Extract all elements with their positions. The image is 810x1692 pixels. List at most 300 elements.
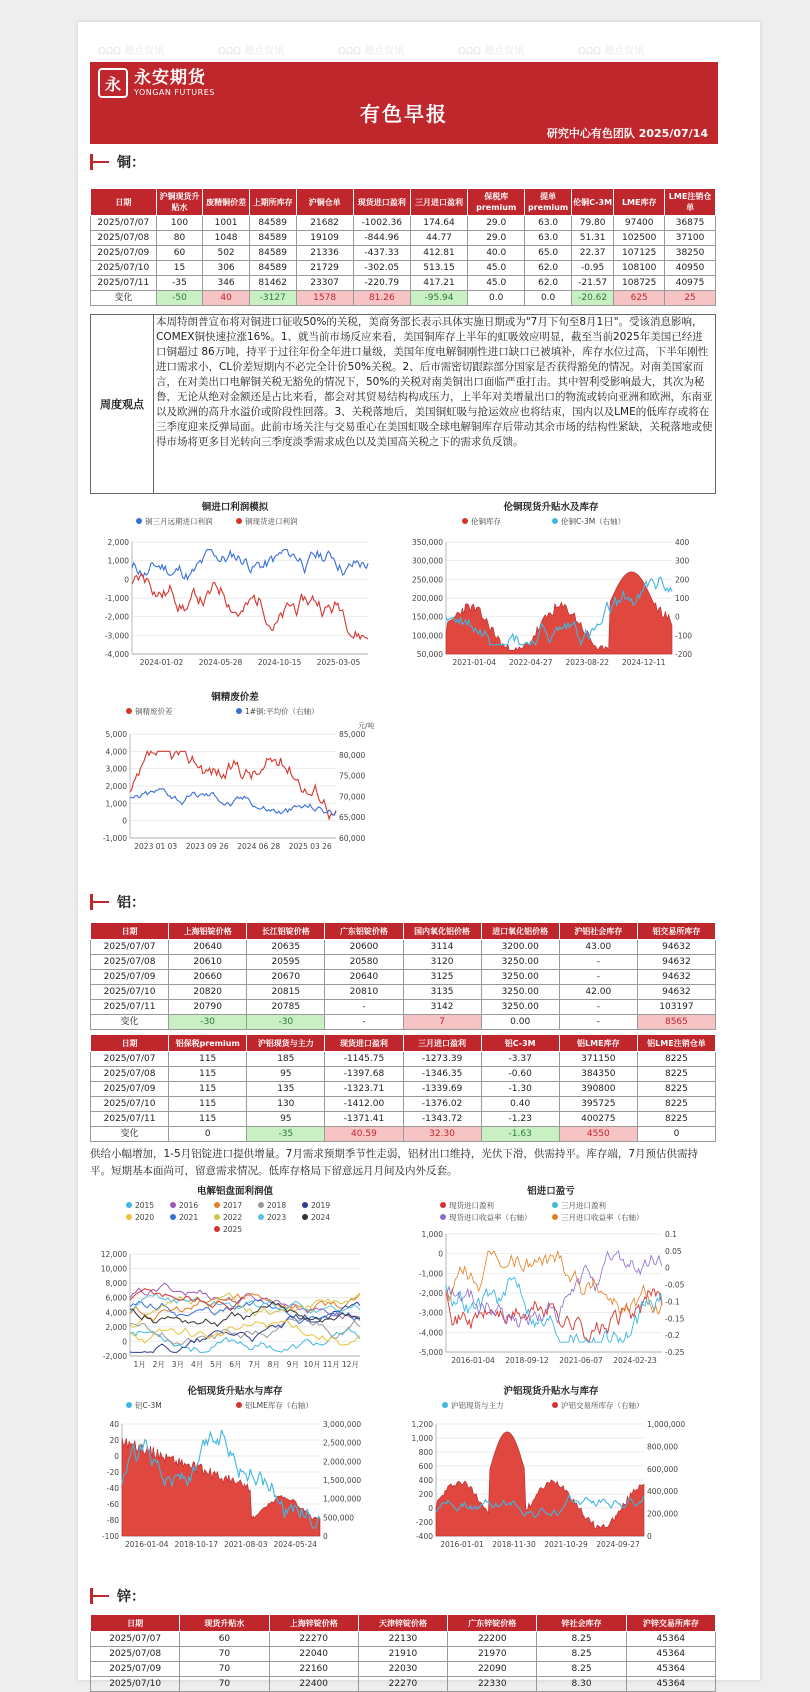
table-header: 沪铜现货升贴水 — [156, 189, 203, 216]
x-tick-label: 11月 — [322, 1360, 340, 1369]
legend-marker — [440, 1202, 446, 1208]
table-cell: 8.25 — [537, 1647, 626, 1662]
y2-tick-label: 500,000 — [323, 1513, 355, 1523]
table-cell: 22270 — [358, 1677, 447, 1692]
table-cell: 94632 — [637, 970, 715, 985]
x-tick-label: 2022-04-27 — [508, 658, 553, 667]
copper-price-line — [130, 789, 336, 816]
y-tick-label: 6,000 — [105, 1293, 127, 1303]
table-cell: 8225 — [637, 1067, 715, 1082]
legend-marker — [552, 518, 558, 524]
table-cell: 45364 — [626, 1677, 715, 1692]
table-cell: 3250.00 — [481, 970, 559, 985]
chart-title: 伦铝现货升贴水与库存 — [187, 1386, 283, 1397]
table-cell: 94632 — [637, 955, 715, 970]
legend-label: 铝LME库存（右轴） — [245, 1401, 313, 1410]
x-tick-label: 7月 — [248, 1360, 261, 1369]
table-cell: 174.64 — [410, 216, 467, 231]
table-row — [91, 1112, 716, 1127]
spot-profit-line — [446, 1289, 662, 1342]
report-page: ΩΩΩ 源点资讯 ΩΩΩ 源点资讯 ΩΩΩ 源点资讯 ΩΩΩ 源点资讯 ΩΩΩ 源点资讯 永 永安期货 YONGAN FUTURES 有色早报 研究中心有色团队 2025/07/14 铜： 日期 沪铜现货升贴水 废精铜价差 上期所库存 沪铜仓单 现货进口盈利 三月进口盈利 保税库premium 提单premium 伦铜C-3M LME库存 LME注销仓单 2025/07/07 100 1001 84589 21682 -1002.36 174.64 29.0 63.0 79.80 97400 36875 2025/07/08 80 1048 84589 19109 -844.96 44.77 29.0 63.0 51.31 102500 37100 2025/07/09 60 502 84589 21336 -437.33 412.81 40.0 65.0 22.37 107125 38250 2025/07/10 15 306 84589 21729 -302.05 513.15 45.0 62.0 -0.95 108100 40950 2025/07/11 -35 346 81462 23307 -220.79 417.21 45.0 62.0 -21.57 108725 40975 变化 -50 40 -3127 1578 81.26 -95.94 0.0 0.0 -20.62 625 25 周度观点 本周特朗普宣布将对铜进口征收50%的关税，美商务部长表示具体实施日期或为"7月下旬至8月1日"。受该消息影响， COMEX铜快速拉涨16%。1、就当前市场反应来看，美国铜库存上半年的虹吸效应明显，截至当前2025年美国已经进口铜超过 86万吨，持平于过往年份全年进口量级，美国年度电解铜刚性进口缺口已被填补，库存水位过高，下半年刚性进口需求小，CL价差短期内不必完全计价50%关税。2、后市需密切跟踪部分国家是否获得豁免的情况。对南美国家而言，在对美出口电解铜关税无豁免的情况下，50%的关税对南美铜出口面临严重打击。其中智利受影响最大，其次为秘鲁，无论从绝对金额还是占比来看，都会对其贸易结构构成压力，上半年对美增量出口的物流或转向亚洲和欧洲，东南亚以及欧洲的高升水溢价或阶段性回落。3、关税落地后，美国铜虹吸与抢运效应也将结束，国内以及LME的低库存或将在三季度迎来反弹局面。此前市场关注与交易重心在美国虹吸全球电解铜库存后带动其余市场的结构性紧缺，关税落地或使得市场将更多目光转向三季度淡季需求成色以及美国高关税之下的需求负反馈。 铜进口利润模拟 铜三月远期进口利润 铜现货进口利润 2,000 1,000 0 -1,000 -2,000 -3,000 -4,000 2024-01-02 2024-05-28 2024-10-15 2025-03-05 伦铜现货升贴水及库存 伦铜库存 伦铜C-3M（右轴） 350,000 300,000 250,000 200,000 150,000 100,000 50,000 400 300 200 100 0 -100 -200 2021-01-04 2022-04-27 2023-08-22 2024-12-11 铜精废价差 铜精废价差 1#铜:平均价（右轴） 元/吨 5,000 4,000 3,000 2,000 1,000 0 -1,000 85,000 80,000 75,000 70,000 65,000 60,000 2023 01 03 2023 09 26 2024 06 28 2025 03 26 铝： 日期 上海铝锭价格 长江铝锭价格 广东铝锭价格 国内氧化铝价格 进口氧化铝价格 沪铝社会库存 铝交易所库存 2025/07/07 20640 20635 20600 3114 3200.00 43.00 94632 2025/07/08 20610 20595 20580 3120 3250.00 - 94632 2025/07/09 20660 20670 20640 3125 3250.00 - 94632 2025/07/10 20820 20815 20810 3135 3250.00 42.00 94632 2025/07/11 20790 20785 - 3142 3250.00 - 103197 变化 -30 -30 - 7 0.00 - 8565 日期 铝保税premium 沪铝现货与主力 现货进口盈利 三月进口盈利 铝C-3M 铝LME库存 铝LME注销仓单 2025/07/07 115 185 -1145.75 -1273.39 -3.37 371150 8225 2025/07/08 115 95 -1397.68 -1346.35 -0.60 384350 8225 2025/07/09 115 135 -1323.71 -1339.69 -1.30 390800 8225 2025/07/10 115 130 -1412.00 -1376.02 0.40 395725 8225 2025/07/11 115 95 -1371.41 -1343.72 -1.23 400275 8225 变化 0 -35 40.59 32.30 -1.63 4550 0 供给小幅增加，1-5月铝锭进口提供增量。7月需求预期季节性走弱，铝材出口维持，光伏下滑，供需持平。库存端，7月预估供需持平。短期基本面尚可，留意需求情况。低库存格局下留意远月月间及内外反套。 电解铝盘面利润值 2015 2016 2017 2018 2019 2020 2021 2022 2023 2024 2025 12,000 10,000 8,000 6,000 4,000 2,000 0 -2,000 1月 2月 3月 4月 5月 6月 7月 8月 9月 10月 11月 12月 铝进口盈亏 现货进口盈利 三月进口盈利 现货进口收益率（右轴） 三月进口收益率（右轴） 1,000 0 -1,000 -2,000 -3,000 -4,000 -5,000 0.1 0.05 0 -0.05 -0.1 -0.15 -0.2 -0.25 2016-01-04 2018-09-12 2021-06-07 2024-02-23 伦铝现货升贴水与库存 铝C-3M 铝LME库存（右轴） 40 20 0 -20 -40 -60 -80 -100 3,000,000 2,500,000 2,000,000 1,500,000 1,000,000 500,000 0 2016-01-04 2018-10-17 2021-08-03 2024-05-24 沪铝现货升贴水与库存 沪铝现货与主力 沪铝交易所库存（右轴） 1,200 1,000 800 600 400 200 0 -200 -400 1,000,000 800,000 600,000 400,000 200,000 0 2016-01-01 2018-11-30 2021-10-29 2024-09-27 锌： 日期 现货升贴水 上海锌锭价格 天津锌锭价格 广东锌锭价格 锌社会库存 沪锌交易所库存 2025/07/07 60 22270 22130 22200 8.25 45364 2025/07/08 70 22040 21910 21970 8.25 45364 2025/07/09 70 22160 22030 22090 8.25 45364 2025/07/10 70 22400 22270 22330 8.30 45364 — [78, 22, 760, 1680]
table-cell: 400275 — [559, 1112, 637, 1127]
change-cell: 40 — [203, 291, 250, 306]
y-tick-label: -5,000 — [418, 1348, 443, 1357]
table-cell: 0.40 — [481, 1097, 559, 1112]
change-cell: -35 — [247, 1127, 325, 1142]
y2-tick-label: 65,000 — [339, 813, 366, 823]
table-cell: - — [559, 970, 637, 985]
table-cell: 20635 — [247, 940, 325, 955]
y-tick-label: 100,000 — [411, 631, 443, 641]
legend-marker — [258, 1214, 264, 1220]
y-tick-label: 0 — [428, 1504, 433, 1513]
x-tick-label: 3月 — [171, 1360, 185, 1369]
y2-tick-label: 800,000 — [647, 1442, 679, 1452]
table-cell: 2025/07/08 — [91, 1647, 180, 1662]
logo-cn: 永安期货 — [134, 67, 206, 88]
table-cell: 63.0 — [525, 231, 572, 246]
table-cell: -1.30 — [481, 1082, 559, 1097]
table-cell: 20790 — [169, 1000, 247, 1015]
x-tick-label: 2024-12-11 — [621, 658, 666, 667]
y2-tick-label: 0 — [647, 1532, 652, 1541]
legend-label: 2024 — [311, 1213, 331, 1222]
y2-tick-label: 1,500,000 — [323, 1476, 362, 1485]
table-header: 国内氧化铝价格 — [403, 923, 481, 940]
change-cell: 0.00 — [481, 1015, 559, 1030]
x-tick-label: 2025-03-05 — [316, 658, 361, 667]
table-cell: 103197 — [637, 1000, 715, 1015]
table-header: 铝LME注销仓单 — [637, 1035, 715, 1052]
y2-tick-label: 2,000,000 — [323, 1457, 362, 1467]
y-tick-label: -4,000 — [104, 650, 129, 659]
aluminum-price-table — [90, 922, 716, 1030]
y-tick-label: -200 — [415, 1518, 433, 1527]
table-cell: -220.79 — [353, 276, 410, 291]
legend-label: 2017 — [223, 1201, 243, 1210]
table-cell: -1371.41 — [325, 1112, 403, 1127]
change-row — [91, 291, 716, 306]
table-row — [91, 246, 716, 261]
y-tick-label: 2,000 — [105, 1322, 127, 1332]
table-row — [91, 1097, 716, 1112]
table-cell: 40950 — [665, 261, 716, 276]
chart-title: 铜进口利润模拟 — [201, 502, 269, 513]
zinc-section-title: 锌： — [117, 1589, 145, 1605]
table-cell: 20815 — [247, 985, 325, 1000]
legend-label: 2021 — [179, 1213, 199, 1222]
legend-marker — [302, 1202, 308, 1208]
change-cell: 0 — [637, 1127, 715, 1142]
zinc-section-header — [90, 1586, 145, 1606]
table-cell: 2025/07/09 — [91, 1082, 169, 1097]
legend-marker — [552, 1202, 558, 1208]
y2-tick-label: 75,000 — [339, 771, 366, 781]
y2-tick-label: 400 — [675, 538, 690, 547]
legend-label: 2018 — [267, 1201, 287, 1210]
y-tick-label: 0 — [114, 1452, 119, 1461]
table-cell: 84589 — [249, 216, 296, 231]
table-cell: 22400 — [269, 1677, 358, 1692]
y-tick-label: 4,000 — [105, 1308, 127, 1318]
table-cell: 2025/07/11 — [91, 1000, 169, 1015]
table-cell: 20580 — [325, 955, 403, 970]
legend-marker — [552, 1214, 558, 1220]
y-tick-label: 150,000 — [411, 612, 443, 622]
y-tick-label: 350,000 — [411, 538, 443, 547]
page-subtitle: 研究中心有色团队 2025/07/14 — [546, 127, 708, 140]
inventory-area — [446, 572, 672, 654]
table-row — [91, 216, 716, 231]
table-row — [91, 1082, 716, 1097]
table-cell: 22200 — [448, 1632, 537, 1647]
chart-title: 铝进口盈亏 — [527, 1186, 575, 1197]
x-tick-label: 2023-08-22 — [565, 658, 610, 667]
legend-label: 伦铜C-3M（右轴） — [561, 517, 626, 526]
table-cell: 80 — [156, 231, 203, 246]
change-cell: 81.26 — [353, 291, 410, 306]
table-cell: -3.37 — [481, 1052, 559, 1067]
table-cell: 22090 — [448, 1662, 537, 1677]
table-cell: 346 — [203, 276, 250, 291]
table-cell: 15 — [156, 261, 203, 276]
x-tick-label: 5月 — [210, 1360, 223, 1369]
x-tick-label: 9月 — [286, 1360, 300, 1369]
y-tick-label: 600 — [418, 1462, 433, 1471]
change-cell: 变化 — [91, 1127, 169, 1142]
legend-label: 2015 — [135, 1201, 155, 1210]
y-tick-label: 0 — [122, 1337, 127, 1347]
table-cell: 19109 — [296, 231, 353, 246]
table-header: 长江铝锭价格 — [247, 923, 325, 940]
table-cell: 8.25 — [537, 1662, 626, 1677]
table-cell: 22270 — [269, 1632, 358, 1647]
table-cell: 20785 — [247, 1000, 325, 1015]
legend-marker — [126, 1402, 132, 1408]
copper-section-title: 铜： — [117, 155, 145, 171]
table-cell: 60 — [156, 246, 203, 261]
table-row — [91, 985, 716, 1000]
legend-marker — [126, 1202, 132, 1208]
table-cell: -1376.02 — [403, 1097, 481, 1112]
table-cell: 70 — [180, 1677, 269, 1692]
table-cell: 94632 — [637, 940, 715, 955]
legend-marker — [214, 1202, 220, 1208]
legend-marker — [214, 1214, 220, 1220]
table-cell: 384350 — [559, 1067, 637, 1082]
aluminum-spread-table — [90, 1034, 716, 1142]
x-tick-label: 8月 — [267, 1360, 280, 1369]
table-cell: -1273.39 — [403, 1052, 481, 1067]
change-cell: -95.94 — [410, 291, 467, 306]
change-cell: 8565 — [637, 1015, 715, 1030]
y2-tick-label: 0 — [675, 612, 680, 622]
y-tick-label: 800 — [418, 1448, 433, 1457]
table-header: LME库存 — [614, 189, 665, 216]
y-tick-label: -4,000 — [418, 1328, 443, 1338]
report-header — [90, 62, 718, 144]
table-cell: 8225 — [637, 1112, 715, 1127]
change-cell: 40.59 — [325, 1127, 403, 1142]
table-cell: 390800 — [559, 1082, 637, 1097]
table-cell: 22160 — [269, 1662, 358, 1677]
table-cell: 60 — [180, 1632, 269, 1647]
table-row — [91, 1632, 716, 1647]
table-header: 广东铝锭价格 — [325, 923, 403, 940]
change-cell: 1578 — [296, 291, 353, 306]
table-cell: 130 — [247, 1097, 325, 1112]
table-cell: 81462 — [249, 276, 296, 291]
table-cell: 3125 — [403, 970, 481, 985]
table-cell: 84589 — [249, 261, 296, 276]
table-cell: 20810 — [325, 985, 403, 1000]
y-tick-label: -400 — [415, 1532, 433, 1541]
table-cell: -1002.36 — [353, 216, 410, 231]
change-cell: 625 — [614, 291, 665, 306]
zinc-table — [90, 1614, 716, 1692]
legend-label: 2022 — [223, 1213, 243, 1222]
legend-marker — [236, 708, 242, 714]
y2-tick-label: 300 — [675, 556, 690, 566]
y2-tick-label: 3,000,000 — [323, 1420, 362, 1429]
table-header: 沪铝现货与主力 — [247, 1035, 325, 1052]
x-tick-label: 10月 — [303, 1360, 321, 1369]
table-row — [91, 276, 716, 291]
table-row — [91, 1662, 716, 1677]
table-row — [91, 1677, 716, 1692]
x-tick-label: 2024-01-02 — [139, 658, 184, 667]
table-cell: 8225 — [637, 1082, 715, 1097]
table-cell: 45364 — [626, 1662, 715, 1677]
chart-title: 沪铝现货升贴水与库存 — [503, 1386, 599, 1397]
table-cell: 45.0 — [468, 276, 525, 291]
y-tick-label: 0 — [438, 1249, 443, 1259]
y-tick-label: 3,000 — [105, 764, 127, 774]
table-cell: -1.23 — [481, 1112, 559, 1127]
lme-aluminum-spread-chart — [90, 1384, 380, 1559]
x-tick-label: 12月 — [341, 1360, 359, 1369]
chart-title: 电解铝盘面利润值 — [196, 1186, 274, 1197]
table-cell: 8225 — [637, 1052, 715, 1067]
table-cell: 20670 — [247, 970, 325, 985]
y-tick-label: -3,000 — [104, 631, 129, 641]
table-cell: 42.00 — [559, 985, 637, 1000]
table-cell: -35 — [156, 276, 203, 291]
table-cell: 8.30 — [537, 1677, 626, 1692]
year-line — [130, 1317, 360, 1344]
series-line-three-month — [132, 550, 368, 580]
view-text: 本周特朗普宣布将对铜进口征收50%的关税，美商务部长表示具体实施日期或为"7月下旬至8月1日"。受该消息影响， COMEX铜快速拉涨16%。1、就当前市场反应来看，美国铜库存上半年的虹吸效应明显，截至当前2025年美国已经进口铜超过 86万吨，持平于过往年份全年进口量级，美国年度电解铜刚性进口缺口已被填补，库存水位过高，下半年刚性进口需求小，CL价差短期内不必完全计价50%关税。2、后市需密切跟踪部分国家是否获得豁免的情况。对南美国家而言，在对美出口电解铜关税无豁免的情况下，50%的关税对南美铜出口面临严重打击。其中智利受影响最大，其次为秘鲁，无论从绝对金额还是占比来看，都会对其贸易结构构成压力，上半年对美增量出口的物流或转向亚洲和欧洲，东南亚以及欧洲的高升水溢价或阶段性回落。3、关税落地后，美国铜虹吸与抢运效应也将结束，国内以及LME的低库存或将在三季度迎来反弹局面。此前市场关注与交易重心在美国虹吸全球电解铜库存后带动其余市场的结构性紧缺，关税落地或使得市场将更多目光转向三季度淡季需求成色以及美国高关税之下的需求负反馈。 — [156, 316, 713, 448]
table-cell: 20640 — [325, 970, 403, 985]
table-row — [91, 955, 716, 970]
legend-label: 现货进口收益率（右轴） — [449, 1213, 532, 1222]
legend-label: 三月进口收益率（右轴） — [561, 1213, 644, 1222]
table-header: 现货进口盈利 — [325, 1035, 403, 1052]
y2-tick-label: -200 — [675, 650, 693, 659]
x-tick-label: 2024-10-15 — [257, 658, 302, 667]
table-cell: 63.0 — [525, 216, 572, 231]
scrap-spread-line — [130, 751, 336, 819]
table-cell: 70 — [180, 1647, 269, 1662]
table-cell: 115 — [169, 1082, 247, 1097]
y-tick-label: 0 — [122, 816, 127, 826]
x-tick-label: 2018-11-30 — [492, 1540, 536, 1549]
table-cell: 70 — [180, 1662, 269, 1677]
x-tick-label: 1月 — [133, 1360, 146, 1369]
legend-label: 2019 — [311, 1201, 331, 1210]
legend-marker — [126, 708, 132, 714]
legend-label: 铜现货进口利润 — [245, 517, 298, 526]
table-cell: 62.0 — [525, 261, 572, 276]
y2-tick-label: 200,000 — [647, 1509, 679, 1519]
table-cell: 79.80 — [571, 216, 613, 231]
table-cell: 40.0 — [468, 246, 525, 261]
legend-marker — [442, 1402, 448, 1408]
y2-tick-label: 70,000 — [339, 792, 366, 802]
table-row — [91, 940, 716, 955]
table-cell: 108725 — [614, 276, 665, 291]
table-cell: -1346.35 — [403, 1067, 481, 1082]
aluminum-profit-chart — [90, 1184, 380, 1374]
table-row — [91, 261, 716, 276]
y2-tick-label: -0.1 — [665, 1297, 680, 1307]
y-tick-label: 1,000 — [411, 1434, 433, 1443]
y2-tick-label: 80,000 — [339, 750, 366, 760]
table-cell: 29.0 — [468, 231, 525, 246]
table-row — [91, 231, 716, 246]
y-tick-label: -80 — [106, 1516, 119, 1525]
legend-marker — [126, 1214, 132, 1220]
x-tick-label: 2023 01 03 — [134, 842, 178, 851]
table-cell: 3250.00 — [481, 985, 559, 1000]
legend-label: 伦铜库存 — [471, 517, 501, 526]
legend-marker — [236, 1402, 242, 1408]
y-tick-label: -1,000 — [104, 594, 129, 603]
table-cell: 20820 — [169, 985, 247, 1000]
y-tick-label: -60 — [106, 1500, 119, 1509]
table-cell: 2025/07/08 — [91, 1067, 169, 1082]
aluminum-section-header — [90, 892, 145, 912]
table-cell: 94632 — [637, 985, 715, 1000]
table-cell: 8.25 — [537, 1632, 626, 1647]
change-cell: 25 — [665, 291, 716, 306]
table-header: 三月进口盈利 — [403, 1035, 481, 1052]
copper-table — [90, 188, 716, 306]
table-cell: 22130 — [358, 1632, 447, 1647]
table-cell: 22030 — [358, 1662, 447, 1677]
table-cell: 40975 — [665, 276, 716, 291]
table-row — [91, 1647, 716, 1662]
x-tick-label: 2023 09 26 — [185, 842, 229, 851]
legend-label: 2020 — [135, 1213, 155, 1222]
table-header: 保税库premium — [468, 189, 525, 216]
table-cell: 115 — [169, 1067, 247, 1082]
y2-tick-label: 60,000 — [339, 834, 366, 843]
y-tick-label: 200,000 — [411, 594, 443, 603]
legend-label: 2023 — [267, 1213, 287, 1222]
table-header: 提单premium — [525, 189, 572, 216]
table-cell: -1145.75 — [325, 1052, 403, 1067]
x-tick-label: 6月 — [229, 1360, 242, 1369]
table-header: 锌社会库存 — [537, 1615, 626, 1632]
change-cell: 7 — [403, 1015, 481, 1030]
legend-marker — [462, 518, 468, 524]
table-cell: 45364 — [626, 1632, 715, 1647]
table-cell: 51.31 — [571, 231, 613, 246]
y2-tick-label: -0.25 — [665, 1348, 685, 1357]
x-tick-label: 2月 — [152, 1360, 165, 1369]
change-cell: 32.30 — [403, 1127, 481, 1142]
table-cell: 22330 — [448, 1677, 537, 1692]
table-header: 日期 — [91, 189, 157, 216]
table-cell: 84589 — [249, 246, 296, 261]
table-cell: 3200.00 — [481, 940, 559, 955]
table-cell: 45364 — [626, 1647, 715, 1662]
table-cell: - — [325, 1000, 403, 1015]
table-header: 现货进口盈利 — [353, 189, 410, 216]
aluminum-comment: 供给小幅增加，1-5月铝锭进口提供增量。7月需求预期季节性走弱，铝材出口维持，光伏下滑，供需持平。库存端，7月预估供需持平。短期基本面尚可，留意需求情况。低库存格局下留意远月月间及内外反套。 — [90, 1148, 699, 1177]
table-cell: 306 — [203, 261, 250, 276]
table-cell: 62.0 — [525, 276, 572, 291]
legend-marker — [236, 518, 242, 524]
table-cell: 36875 — [665, 216, 716, 231]
table-header: 铝LME库存 — [559, 1035, 637, 1052]
x-tick-label: 2021-01-04 — [452, 658, 497, 667]
y-tick-label: 4,000 — [105, 747, 127, 757]
change-cell: 0.0 — [468, 291, 525, 306]
table-cell: 21682 — [296, 216, 353, 231]
legend-marker — [258, 1202, 264, 1208]
lme-copper-spread-chart — [396, 500, 706, 680]
y2-tick-label: 0.05 — [665, 1246, 682, 1256]
y-tick-label: 250,000 — [411, 575, 443, 585]
change-cell: -30 — [247, 1015, 325, 1030]
y2-tick-label: -0.05 — [665, 1280, 685, 1290]
y-tick-label: -100 — [101, 1532, 119, 1541]
y2-tick-label: -0.15 — [665, 1314, 685, 1324]
y-tick-label: 12,000 — [100, 1250, 127, 1259]
aluminum-section-title: 铝： — [117, 895, 145, 911]
table-cell: 21970 — [448, 1647, 537, 1662]
y-tick-label: 2,000 — [105, 782, 127, 791]
x-tick-label: 4月 — [190, 1360, 204, 1369]
table-cell: -21.57 — [571, 276, 613, 291]
copper-import-profit-chart — [90, 500, 380, 680]
copper-weekly-view — [90, 314, 716, 494]
table-cell: 2025/07/10 — [91, 261, 157, 276]
table-cell: -844.96 — [353, 231, 410, 246]
y-tick-label: -40 — [106, 1484, 119, 1493]
table-cell: 21729 — [296, 261, 353, 276]
y-tick-label: 1,000 — [421, 1230, 443, 1239]
table-header: 废精铜价差 — [203, 189, 250, 216]
x-tick-label: 2024-09-27 — [596, 1540, 640, 1549]
table-cell: 107125 — [614, 246, 665, 261]
y-tick-label: 300,000 — [411, 556, 443, 566]
y2-tick-label: 2,500,000 — [323, 1438, 362, 1448]
table-cell: 102500 — [614, 231, 665, 246]
y-tick-label: -2,000 — [102, 1352, 127, 1361]
legend-label: 三月进口盈利 — [561, 1201, 606, 1210]
table-header: 广东锌锭价格 — [448, 1615, 537, 1632]
x-tick-label: 2024-05-28 — [198, 658, 243, 667]
table-cell: 371150 — [559, 1052, 637, 1067]
table-row — [91, 1067, 716, 1082]
legend-label: 1#铜:平均价（右轴） — [245, 707, 319, 716]
x-tick-label: 2018-10-17 — [174, 1540, 219, 1549]
change-row — [91, 1127, 716, 1142]
table-cell: -1323.71 — [325, 1082, 403, 1097]
